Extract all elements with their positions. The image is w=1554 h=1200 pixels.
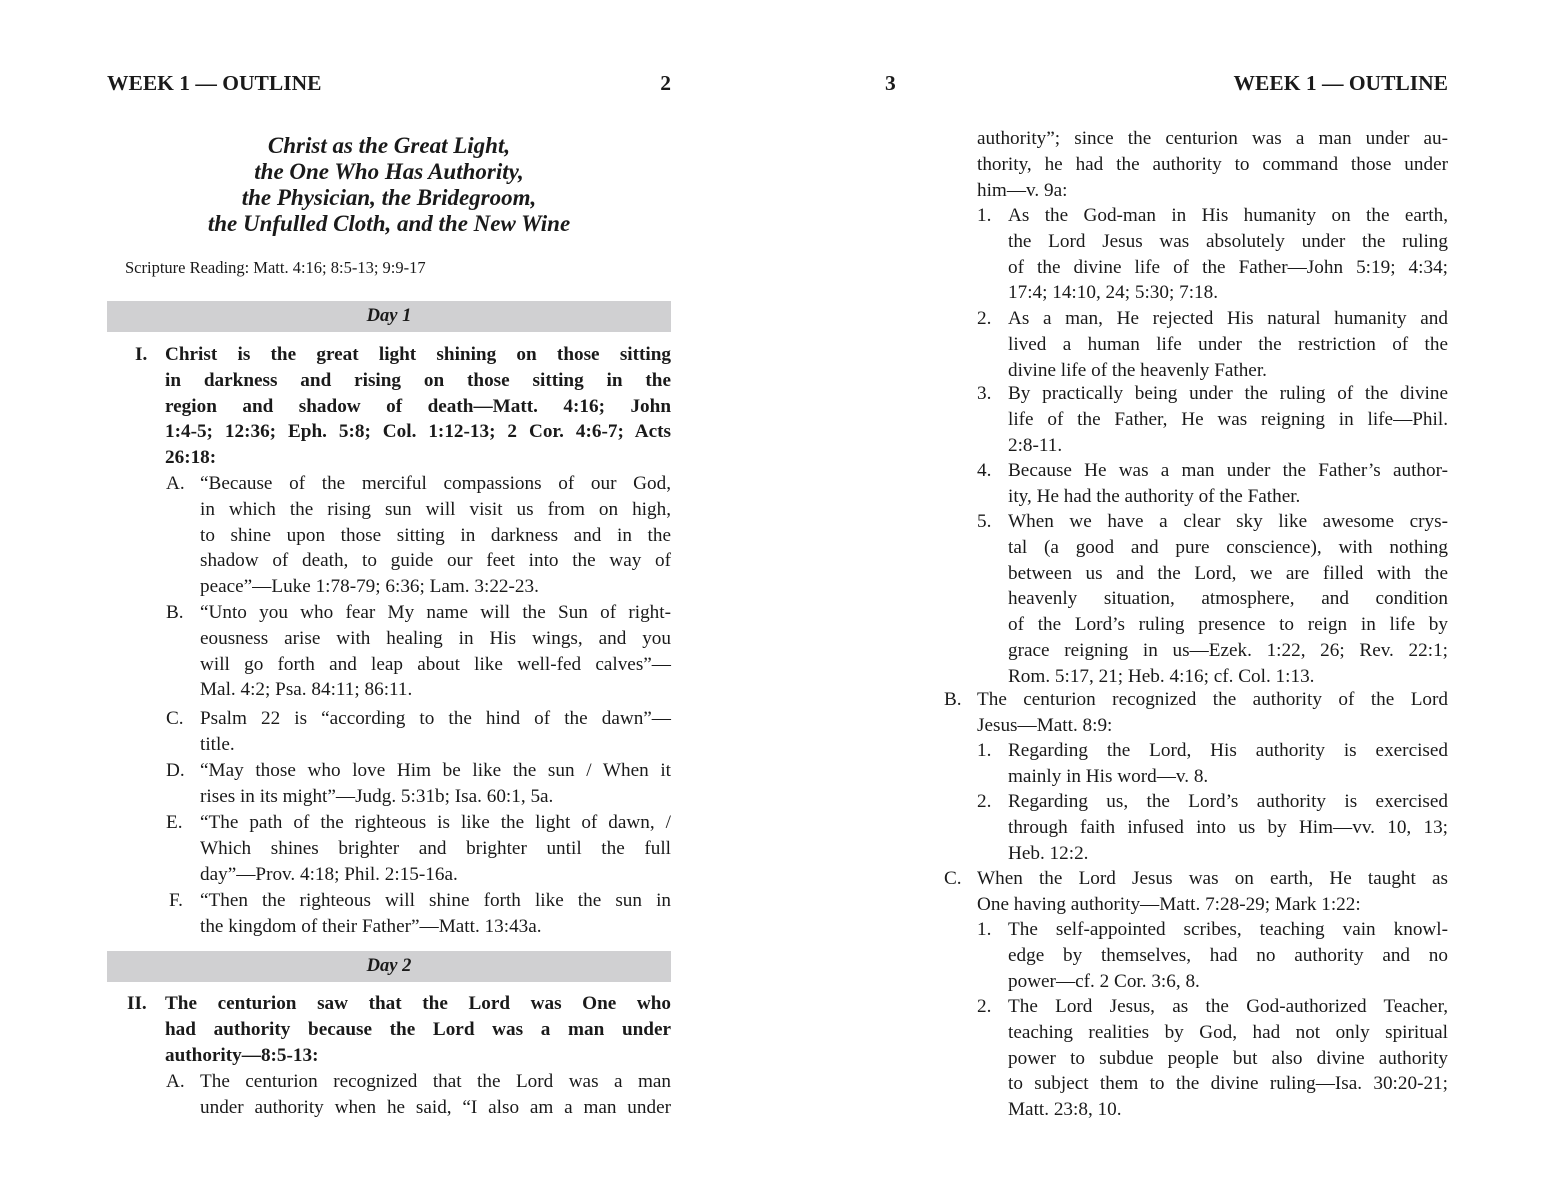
text-line: 26:18: — [165, 447, 217, 469]
subpoint-a-continuation — [885, 126, 1448, 203]
item-label: 2. — [977, 308, 992, 329]
text-line: in which the rising sun will visit us from on high, — [200, 498, 671, 520]
text-line: As a man, He rejected His natural humanity and — [1008, 308, 1448, 329]
text-line: grace reigning in us—Ezek. 1:22, 26; Rev. 22:1; — [1008, 639, 1448, 661]
subpoint-label: A. — [166, 1071, 185, 1092]
subpoint-label: B. — [166, 602, 184, 623]
outline-point-2 — [107, 991, 671, 1068]
text-line: The centurion recognized the authority of the Lord — [977, 689, 1448, 710]
lesson-title-line: Christ as the Great Light, — [267, 133, 511, 158]
numbered-item-1 — [885, 917, 1448, 994]
text-line: The self-appointed scribes, teaching vain knowl- — [1008, 919, 1448, 940]
outline-point-label: II. — [127, 993, 147, 1014]
text-line: Jesus—Matt. 8:9: — [977, 714, 1113, 736]
text-line: the kingdom of their Father”—Matt. 13:43a. — [200, 915, 542, 937]
text-line: day”—Prov. 4:18; Phil. 2:15-16a. — [200, 863, 458, 885]
left-page — [107, 0, 671, 1200]
text-line: heavenly situation, atmosphere, and condition — [1008, 588, 1448, 610]
text-line: between us and the Lord, we are filled with the — [1008, 562, 1448, 584]
text-line: through faith infused into us by Him—vv. 10, 13; — [1008, 816, 1448, 838]
numbered-item-1 — [885, 738, 1448, 790]
numbered-item-2 — [885, 994, 1448, 1123]
text-line: The Lord Jesus, as the God-authorized Teacher, — [1008, 996, 1448, 1017]
running-head-title: WEEK 1 — OUTLINE — [107, 71, 322, 95]
subpoint-label: A. — [166, 473, 185, 494]
day-1-bar: Day 1 — [107, 301, 671, 332]
text-line: will go forth and leap about like well-fed calves”— — [200, 653, 671, 675]
numbered-item-1 — [885, 203, 1448, 306]
numbered-item-5 — [885, 509, 1448, 690]
subpoint-label: C. — [944, 868, 962, 889]
text-line: “The path of the righteous is like the light of dawn, / — [200, 812, 671, 833]
outline-point-1 — [107, 342, 671, 471]
text-line: ity, He had the authority of the Father. — [1008, 485, 1301, 507]
text-line: of the divine life of the Father—John 5:19; 4:34; — [1008, 256, 1448, 278]
page-number: 3 — [885, 71, 896, 95]
running-head — [107, 68, 671, 98]
day-2-bar: Day 2 — [107, 951, 671, 982]
text-line: Matt. 23:8, 10. — [1008, 1099, 1122, 1121]
text-line: Rom. 5:17, 21; Heb. 4:16; cf. Col. 1:13. — [1008, 665, 1315, 687]
text-line: “Then the righteous will shine forth like the sun in — [200, 890, 671, 911]
item-label: 1. — [977, 919, 992, 940]
text-line: authority”; since the centurion was a man under au- — [977, 128, 1448, 149]
text-line: in darkness and rising on those sitting in the — [165, 369, 671, 391]
text-line: divine life of the heavenly Father. — [1008, 359, 1267, 381]
text-line: mainly in His word—v. 8. — [1008, 765, 1209, 787]
subpoint-label: F. — [169, 890, 183, 911]
subpoint-label: E. — [166, 812, 183, 833]
text-line: Regarding us, the Lord’s authority is exercised — [1008, 791, 1448, 812]
text-line: Regarding the Lord, His authority is exercised — [1008, 740, 1448, 761]
scripture-reading: Scripture Reading: Matt. 4:16; 8:5-13; 9:9-17 — [125, 258, 426, 277]
text-line: life of the Father, He was reigning in life—Phil. — [1008, 408, 1448, 430]
item-label: 4. — [977, 460, 992, 481]
subpoint-label: B. — [944, 689, 962, 710]
text-line: As the God-man in His humanity on the earth, — [1008, 205, 1448, 226]
lesson-title-line: the Physician, the Bridegroom, — [241, 185, 537, 210]
item-label: 2. — [977, 791, 992, 812]
text-line: tal (a good and pure conscience), with nothing — [1008, 536, 1448, 558]
right-page — [885, 0, 1448, 1200]
text-line: under authority when he said, “I also am a man under — [200, 1096, 671, 1118]
subpoint-c — [107, 706, 671, 758]
outline-point-text — [165, 342, 671, 471]
text-line: shadow of death, to guide our feet into the way of — [200, 550, 671, 572]
text-line: Heb. 12:2. — [1008, 842, 1089, 864]
subpoint-b — [107, 600, 671, 703]
text-line: Christ is the great light shining on those sitting — [165, 344, 671, 365]
running-head — [885, 68, 1448, 98]
text-line: The centurion recognized that the Lord was a man — [200, 1071, 671, 1092]
subpoint-label: C. — [166, 708, 184, 729]
text-line: The centurion saw that the Lord was One who — [165, 993, 671, 1014]
text-line: 2:8-11. — [1008, 434, 1063, 456]
subpoint-f — [107, 888, 671, 940]
text-line: “May those who love Him be like the sun / When it — [200, 760, 671, 781]
subpoint-a — [107, 1069, 671, 1121]
item-label: 1. — [977, 740, 992, 761]
text-line: When we have a clear sky like awesome crys- — [1008, 511, 1448, 532]
text-line: thority, he had the authority to command those under — [977, 153, 1448, 175]
subpoint-d — [107, 758, 671, 810]
text-line: to subject them to the divine ruling—Isa. 30:20-21; — [1008, 1073, 1448, 1095]
subpoint-b — [885, 687, 1448, 739]
text-line: Mal. 4:2; Psa. 84:11; 86:11. — [200, 679, 413, 701]
text-line: eousness arise with healing in His wings, and you — [200, 627, 671, 649]
numbered-item-3 — [885, 381, 1448, 458]
text-line: By practically being under the ruling of the divine — [1008, 383, 1448, 404]
outline-point-text — [165, 991, 671, 1068]
text-line: title. — [200, 733, 235, 755]
text-line: authority—8:5-13: — [165, 1044, 319, 1066]
text-line: Psalm 22 is “according to the hind of the dawn”— — [200, 708, 671, 729]
text-line: had authority because the Lord was a man under — [165, 1018, 671, 1040]
item-label: 2. — [977, 996, 992, 1017]
numbered-item-4 — [885, 458, 1448, 510]
item-label: 5. — [977, 511, 992, 532]
subpoint-e — [107, 810, 671, 887]
item-label: 1. — [977, 205, 992, 226]
running-head-title: WEEK 1 — OUTLINE — [1233, 71, 1448, 95]
outline-point-label: I. — [135, 344, 148, 365]
page-number: 2 — [660, 71, 671, 95]
text-line: power—cf. 2 Cor. 3:6, 8. — [1008, 970, 1200, 992]
numbered-item-2 — [885, 789, 1448, 866]
text-line: to shine upon those sitting in darkness and in the — [200, 524, 671, 546]
lesson-title — [107, 133, 671, 237]
text-line: “Because of the merciful compassions of our God, — [200, 473, 671, 494]
text-line: 1:4-5; 12:36; Eph. 5:8; Col. 1:12-13; 2 Cor. 4:6-7; Acts — [165, 421, 671, 443]
text-line: the Lord Jesus was absolutely under the ruling — [1008, 230, 1448, 252]
text-line: Which shines brighter and brighter until the full — [200, 837, 671, 859]
subpoint-label: D. — [166, 760, 185, 781]
text-line: him—v. 9a: — [977, 179, 1068, 201]
text-line: rises in its might”—Judg. 5:31b; Isa. 60:1, 5a. — [200, 785, 554, 807]
text-line: region and shadow of death—Matt. 4:16; John — [165, 395, 671, 417]
lesson-title-line: the One Who Has Authority, — [254, 159, 524, 184]
text-line: When the Lord Jesus was on earth, He taught as — [977, 868, 1448, 889]
subpoint-a — [107, 471, 671, 600]
text-line: of the Lord’s ruling presence to reign in life by — [1008, 614, 1448, 636]
subpoint-c — [885, 866, 1448, 918]
text-line: power to subdue people but also divine authority — [1008, 1047, 1448, 1069]
text-line: “Unto you who fear My name will the Sun of right- — [200, 602, 671, 623]
text-line: lived a human life under the restriction of the — [1008, 333, 1448, 355]
text-line: teaching realities by God, had not only spiritual — [1008, 1021, 1448, 1043]
text-line: peace”—Luke 1:78-79; 6:36; Lam. 3:22-23. — [200, 576, 539, 598]
text-line: One having authority—Matt. 7:28-29; Mark 1:22: — [977, 893, 1361, 915]
numbered-item-2 — [885, 306, 1448, 383]
text-line: 17:4; 14:10, 24; 5:30; 7:18. — [1008, 282, 1219, 304]
item-label: 3. — [977, 383, 992, 404]
lesson-title-line: the Unfulled Cloth, and the New Wine — [207, 211, 571, 236]
text-line: Because He was a man under the Father’s author- — [1008, 460, 1448, 481]
text-line: edge by themselves, had no authority and no — [1008, 944, 1448, 966]
